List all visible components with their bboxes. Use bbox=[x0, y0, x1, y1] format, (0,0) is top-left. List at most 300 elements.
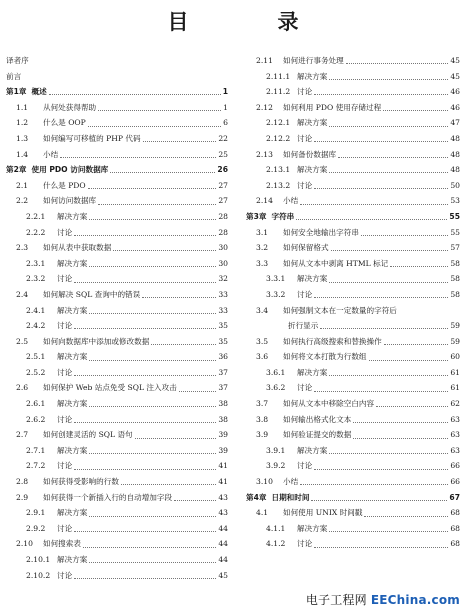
toc-entry-page: 61 bbox=[450, 383, 460, 393]
toc-entry-number: 1.1 bbox=[16, 102, 29, 112]
toc-leader-dots bbox=[89, 360, 216, 361]
toc-leader-dots bbox=[135, 438, 217, 439]
toc-entry-label: 字符串 bbox=[271, 211, 295, 221]
toc-entry-page: 48 bbox=[450, 149, 460, 159]
toc-entry[interactable] bbox=[6, 552, 228, 568]
watermark-domain: EEChina.com bbox=[370, 593, 460, 607]
toc-entry[interactable] bbox=[6, 240, 228, 256]
toc-entry-label: 日期和时间 bbox=[271, 492, 310, 502]
toc-entry[interactable] bbox=[6, 147, 228, 163]
toc-entry-page: 44 bbox=[218, 539, 228, 549]
toc-entry-number: 第2章 bbox=[6, 165, 27, 175]
toc-entry-page: 55 bbox=[450, 227, 460, 237]
watermark-text: 电子工程网 bbox=[305, 593, 367, 607]
toc-entry-page: 63 bbox=[450, 414, 460, 424]
toc-entry-number: 第4章 bbox=[246, 492, 267, 502]
toc-entry-label: 如何利用 PDO 使用存储过程 bbox=[283, 102, 382, 112]
toc-entry-number: 2.10 bbox=[16, 539, 33, 549]
toc-entry[interactable] bbox=[246, 458, 460, 474]
toc-entry-number: 1.2 bbox=[16, 118, 29, 128]
toc-entry[interactable] bbox=[6, 365, 228, 381]
toc-entry-label: 小结 bbox=[283, 477, 299, 487]
toc-entry[interactable] bbox=[6, 349, 228, 365]
toc-entry-label: 从何处获得帮助 bbox=[43, 102, 97, 112]
toc-entry[interactable] bbox=[6, 380, 228, 396]
toc-entry-page: 45 bbox=[450, 71, 460, 81]
toc-entry-label: 如何保护 Web 站点免受 SQL 注入攻击 bbox=[43, 383, 177, 393]
toc-entry-page: 57 bbox=[450, 243, 460, 253]
toc-entry-label: 如何从表中获取数据 bbox=[43, 243, 112, 253]
toc-entry-number: 2.12 bbox=[256, 102, 273, 112]
toc-entry-page: 48 bbox=[450, 165, 460, 175]
toc-entry-number: 4.1.1 bbox=[266, 523, 286, 533]
toc-entry[interactable] bbox=[246, 396, 460, 412]
toc-entry[interactable] bbox=[6, 178, 228, 194]
toc-entry-page: 53 bbox=[450, 196, 460, 206]
toc-entry-number: 3.3.2 bbox=[266, 289, 286, 299]
toc-entry-label: 解决方案 bbox=[297, 71, 328, 81]
toc-entry-label: 如何使用 UNIX 时间戳 bbox=[283, 508, 363, 518]
toc-entry[interactable] bbox=[6, 256, 228, 272]
toc-entry-page: 33 bbox=[218, 289, 228, 299]
toc-entry[interactable] bbox=[246, 505, 460, 521]
toc-leader-dots bbox=[383, 110, 448, 111]
toc-entry-number: 1.3 bbox=[16, 133, 29, 143]
toc-leader-dots bbox=[142, 297, 216, 298]
toc-leader-dots bbox=[88, 126, 221, 127]
toc-leader-dots bbox=[110, 172, 215, 173]
toc-leader-dots bbox=[113, 250, 216, 251]
toc-leader-dots bbox=[143, 141, 217, 142]
toc-entry[interactable] bbox=[246, 147, 460, 163]
toc-entry[interactable] bbox=[246, 521, 460, 537]
toc-entry-page: 39 bbox=[218, 430, 228, 440]
toc-leader-dots bbox=[89, 266, 216, 267]
toc-entry-number: 3.8 bbox=[256, 414, 269, 424]
toc-entry-label: 解决方案 bbox=[57, 211, 88, 221]
toc-entry-number: 2.4.1 bbox=[26, 305, 46, 315]
toc-entry-number: 2.7 bbox=[16, 430, 29, 440]
toc-leader-dots bbox=[353, 438, 448, 439]
toc-entry-page: 1 bbox=[222, 87, 228, 97]
toc-entry-label: 折行显示 bbox=[288, 321, 319, 331]
toc-entry-number: 2.6 bbox=[16, 383, 29, 393]
toc-entry[interactable] bbox=[6, 271, 228, 287]
toc-entry-label: 如何执行高级搜索和替换操作 bbox=[283, 336, 382, 346]
toc-entry-label: 如何保留格式 bbox=[283, 243, 329, 253]
toc-entry-label: 如何向数据库中添加或修改数据 bbox=[43, 336, 150, 346]
toc-leader-dots bbox=[300, 204, 448, 205]
toc-entry[interactable] bbox=[6, 53, 228, 69]
toc-entry-label: 如何访问数据库 bbox=[43, 196, 97, 206]
toc-entry-page: 30 bbox=[218, 243, 228, 253]
toc-entry[interactable] bbox=[6, 536, 228, 552]
toc-leader-dots bbox=[88, 188, 217, 189]
toc-entry[interactable] bbox=[246, 178, 460, 194]
toc-entry-number: 3.6.2 bbox=[266, 383, 286, 393]
toc-leader-dots bbox=[314, 391, 448, 392]
toc-leader-dots bbox=[60, 157, 216, 158]
toc-entry-label: 讨论 bbox=[297, 539, 313, 549]
toc-entry-number: 2.11.2 bbox=[266, 87, 291, 97]
toc-entry-label: 如何从文本中移除空白内容 bbox=[283, 399, 375, 409]
toc-entry[interactable] bbox=[246, 131, 460, 147]
toc-entry-number: 2.2.2 bbox=[26, 227, 46, 237]
toc-entry-page: 66 bbox=[450, 477, 460, 487]
page-title: 目 录 bbox=[167, 10, 333, 34]
toc-entry-label: 什么是 PDO bbox=[43, 180, 86, 190]
toc-leader-dots bbox=[74, 469, 216, 470]
toc-entry[interactable] bbox=[246, 100, 460, 116]
toc-entry-page: 33 bbox=[218, 305, 228, 315]
toc-leader-dots bbox=[174, 500, 216, 501]
toc-entry-number: 4.1 bbox=[256, 508, 269, 518]
toc-entry-number: 2.2 bbox=[16, 196, 29, 206]
toc-leader-dots bbox=[314, 94, 448, 95]
toc-entry-label: 解决方案 bbox=[297, 118, 328, 128]
toc-entry-page: 46 bbox=[450, 102, 460, 112]
toc-entry-label: 解决方案 bbox=[57, 258, 88, 268]
toc-entry-label: 小结 bbox=[283, 196, 299, 206]
toc-entry[interactable] bbox=[6, 521, 228, 537]
toc-entry-page: 58 bbox=[450, 258, 460, 268]
toc-leader-dots bbox=[353, 422, 448, 423]
toc-entry-page: 45 bbox=[450, 56, 460, 65]
toc-entry-label: 讨论 bbox=[57, 461, 73, 471]
toc-entry-number: 2.6.1 bbox=[26, 399, 46, 409]
toc-leader-dots bbox=[346, 63, 449, 64]
toc-entry-label: 什么是 OOP bbox=[43, 118, 86, 128]
toc-entry[interactable] bbox=[6, 427, 228, 443]
toc-entry-number: 2.3.2 bbox=[26, 274, 46, 284]
toc-entry[interactable] bbox=[6, 443, 228, 459]
toc-entry-number: 2.10.1 bbox=[26, 555, 51, 564]
toc-entry-number: 2.7.2 bbox=[26, 461, 46, 471]
toc-entry-page: 50 bbox=[450, 180, 460, 190]
toc-leader-dots bbox=[329, 282, 448, 283]
toc-leader-dots bbox=[364, 516, 448, 517]
watermark bbox=[306, 591, 460, 608]
toc-entry-label: 解决方案 bbox=[57, 305, 88, 315]
toc-entry-page: 30 bbox=[218, 258, 228, 268]
toc-entry[interactable] bbox=[6, 458, 228, 474]
toc-entry-label: 解决方案 bbox=[297, 274, 328, 284]
toc-entry-number: 2.13.2 bbox=[266, 180, 291, 190]
toc-entry-number: 2.5 bbox=[16, 336, 29, 346]
toc-entry-number: 2.13 bbox=[256, 149, 273, 159]
toc-entry-number: 4.1.2 bbox=[266, 539, 286, 549]
toc-entry-label: 讨论 bbox=[297, 461, 313, 471]
toc-entry-number: 3.9.1 bbox=[266, 445, 286, 455]
toc-entry-number: 2.10.2 bbox=[26, 570, 51, 580]
toc-entry-label: 讨论 bbox=[297, 180, 313, 190]
toc-leader-dots bbox=[89, 516, 216, 517]
toc-leader-dots bbox=[384, 344, 449, 345]
toc-entry-number: 1.4 bbox=[16, 149, 29, 159]
toc-entry-label: 讨论 bbox=[57, 227, 73, 237]
toc-entry[interactable] bbox=[6, 287, 228, 303]
toc-leader-dots bbox=[74, 235, 216, 236]
toc-entry[interactable] bbox=[6, 100, 228, 116]
toc-entry[interactable] bbox=[246, 115, 460, 131]
toc-entry[interactable] bbox=[6, 162, 228, 178]
toc-entry-number: 3.4 bbox=[256, 305, 269, 315]
toc-entry-page: 43 bbox=[218, 492, 228, 502]
toc-leader-dots bbox=[361, 235, 448, 236]
toc-entry[interactable] bbox=[246, 334, 460, 350]
toc-leader-dots bbox=[311, 500, 447, 501]
toc-leader-dots bbox=[98, 110, 221, 111]
toc-entry-page: 25 bbox=[218, 149, 228, 159]
toc-leader-dots bbox=[74, 578, 216, 579]
toc-entry-number: 2.14 bbox=[256, 196, 273, 206]
toc-entry[interactable] bbox=[246, 303, 460, 319]
toc-entry-label: 解决方案 bbox=[57, 508, 88, 518]
toc-entry-page: 62 bbox=[450, 399, 460, 409]
toc-entry[interactable] bbox=[246, 256, 460, 272]
toc-entry-page: 32 bbox=[218, 274, 228, 284]
toc-entry-page: 67 bbox=[449, 492, 460, 502]
toc-entry-page: 63 bbox=[450, 430, 460, 440]
toc-entry[interactable] bbox=[6, 505, 228, 521]
toc-entry-page: 43 bbox=[218, 508, 228, 518]
toc-entry[interactable] bbox=[246, 162, 460, 178]
toc-entry-page: 58 bbox=[450, 289, 460, 299]
toc-entry[interactable] bbox=[6, 474, 228, 490]
toc-leader-dots bbox=[89, 562, 216, 563]
toc-entry-label: 如何验证提交的数据 bbox=[283, 430, 352, 440]
toc-entry-page: 36 bbox=[218, 352, 228, 362]
toc-entry-label: 解决方案 bbox=[297, 165, 328, 175]
toc-entry-number: 3.6.1 bbox=[266, 367, 286, 377]
toc-entry[interactable] bbox=[6, 334, 228, 350]
toc-entry-page: 63 bbox=[450, 445, 460, 455]
toc-leader-dots bbox=[89, 453, 216, 454]
toc-entry-number: 3.9 bbox=[256, 430, 269, 440]
toc-entry-number: 2.1 bbox=[16, 180, 29, 190]
toc-entry-number: 2.3.1 bbox=[26, 258, 46, 268]
toc-entry[interactable] bbox=[246, 209, 460, 225]
toc-entry-label: 如何搜索表 bbox=[43, 539, 81, 549]
toc-entry[interactable] bbox=[6, 318, 228, 334]
toc-entry[interactable] bbox=[246, 412, 460, 428]
toc-entry-label: 如何获得一个新插入行的自动增加字段 bbox=[43, 492, 173, 502]
toc-leader-dots bbox=[89, 406, 216, 407]
toc-entry-label: 讨论 bbox=[297, 383, 313, 393]
toc-entry-label: 讨论 bbox=[57, 367, 73, 377]
toc-entry[interactable] bbox=[6, 490, 228, 506]
toc-entry[interactable] bbox=[246, 349, 460, 365]
toc-entry-page: 66 bbox=[450, 461, 460, 471]
toc-entry-label: 如何备份数据库 bbox=[283, 149, 337, 159]
toc-entry-label: 如何进行事务处理 bbox=[283, 56, 344, 65]
toc-leader-dots bbox=[296, 219, 447, 220]
toc-left-column bbox=[6, 53, 228, 583]
toc-entry-number: 3.3 bbox=[256, 258, 269, 268]
toc-entry-label: 如何强制文本在一定数量的字符后 bbox=[283, 305, 397, 315]
toc-entry[interactable] bbox=[246, 193, 460, 209]
toc-entry-label: 概述 bbox=[31, 87, 47, 97]
toc-entry[interactable] bbox=[6, 193, 228, 209]
toc-leader-dots bbox=[83, 547, 216, 548]
toc-entry-page: 37 bbox=[218, 367, 228, 377]
toc-entry-number: 2.13.1 bbox=[266, 165, 291, 175]
toc-leader-dots bbox=[314, 188, 448, 189]
toc-leader-dots bbox=[338, 157, 448, 158]
toc-entry-page: 48 bbox=[450, 133, 460, 143]
toc-entry-label: 解决方案 bbox=[297, 367, 328, 377]
toc-entry[interactable] bbox=[6, 412, 228, 428]
toc-entry-label: 译者序 bbox=[6, 56, 29, 65]
toc-entry-page: 35 bbox=[218, 321, 228, 331]
toc-entry-number: 3.7 bbox=[256, 399, 269, 409]
toc-entry[interactable] bbox=[246, 365, 460, 381]
toc-entry-number: 3.3.1 bbox=[266, 274, 286, 284]
toc-leader-dots bbox=[331, 250, 449, 251]
toc-entry-page: 44 bbox=[218, 523, 228, 533]
toc-entry-page: 68 bbox=[450, 508, 460, 518]
toc-leader-dots bbox=[369, 360, 449, 361]
toc-entry[interactable] bbox=[246, 240, 460, 256]
toc-leader-dots bbox=[49, 94, 221, 95]
toc-entry-page: 38 bbox=[218, 399, 228, 409]
toc-entry-label: 解决方案 bbox=[57, 399, 88, 409]
toc-entry[interactable] bbox=[6, 84, 228, 100]
toc-entry[interactable] bbox=[246, 490, 460, 506]
toc-entry[interactable] bbox=[246, 318, 460, 334]
toc-leader-dots bbox=[74, 375, 216, 376]
toc-leader-dots bbox=[329, 375, 448, 376]
toc-entry[interactable] bbox=[246, 271, 460, 287]
toc-entry-page: 61 bbox=[450, 367, 460, 377]
toc-entry[interactable] bbox=[6, 225, 228, 241]
toc-leader-dots bbox=[121, 484, 216, 485]
toc-leader-dots bbox=[74, 531, 216, 532]
toc-entry-page: 28 bbox=[218, 211, 228, 221]
toc-entry-page: 55 bbox=[449, 211, 460, 221]
toc-entry[interactable] bbox=[6, 396, 228, 412]
toc-entry-label: 讨论 bbox=[297, 133, 313, 143]
toc-entry-number: 2.11.1 bbox=[266, 71, 291, 81]
toc-leader-dots bbox=[320, 328, 448, 329]
toc-entry-page: 38 bbox=[218, 414, 228, 424]
toc-entry-page: 45 bbox=[218, 570, 228, 580]
toc-entry-label: 解决方案 bbox=[297, 523, 328, 533]
toc-leader-dots bbox=[74, 422, 216, 423]
toc-leader-dots bbox=[329, 79, 448, 80]
toc-leader-dots bbox=[329, 531, 448, 532]
toc-entry[interactable] bbox=[246, 427, 460, 443]
toc-entry-number: 2.5.2 bbox=[26, 367, 46, 377]
toc-leader-dots bbox=[390, 266, 448, 267]
toc-leader-dots bbox=[179, 391, 217, 392]
toc-entry-label: 前言 bbox=[6, 71, 22, 81]
toc-entry-page: 28 bbox=[218, 227, 228, 237]
toc-leader-dots bbox=[151, 344, 216, 345]
toc-entry-number: 2.9 bbox=[16, 492, 29, 502]
toc-entry-page: 39 bbox=[218, 445, 228, 455]
toc-entry[interactable] bbox=[6, 115, 228, 131]
toc-entry-page: 35 bbox=[218, 336, 228, 346]
toc-entry-number: 2.4.2 bbox=[26, 321, 46, 331]
toc-entry-label: 讨论 bbox=[57, 523, 73, 533]
toc-entry-number: 第1章 bbox=[6, 87, 27, 97]
toc-entry[interactable] bbox=[246, 69, 460, 85]
toc-entry-label: 如何创建灵活的 SQL 语句 bbox=[43, 430, 133, 440]
toc-entry-number: 2.6.2 bbox=[26, 414, 46, 424]
toc-entry-number: 2.2.1 bbox=[26, 211, 46, 221]
toc-entry-number: 3.2 bbox=[256, 243, 269, 253]
toc-entry[interactable] bbox=[246, 474, 460, 490]
toc-entry[interactable] bbox=[246, 380, 460, 396]
toc-entry[interactable] bbox=[6, 69, 228, 85]
toc-leader-dots bbox=[74, 282, 216, 283]
toc-leader-dots bbox=[329, 453, 448, 454]
toc-entry-label: 如何从文本中剥离 HTML 标记 bbox=[283, 258, 389, 268]
toc-entry-page: 44 bbox=[218, 555, 228, 564]
toc-entry-page: 47 bbox=[450, 118, 460, 128]
toc-entry-label: 讨论 bbox=[57, 321, 73, 331]
toc-leader-dots bbox=[300, 484, 448, 485]
toc-entry-number: 2.9.2 bbox=[26, 523, 46, 533]
toc-entry[interactable] bbox=[246, 287, 460, 303]
toc-entry[interactable] bbox=[6, 568, 228, 584]
toc-entry-number: 2.5.1 bbox=[26, 352, 46, 362]
toc-leader-dots bbox=[329, 126, 448, 127]
toc-entry-number: 2.12.2 bbox=[266, 133, 291, 143]
toc-entry[interactable] bbox=[246, 53, 460, 69]
toc-entry-label: 如何输出格式化文本 bbox=[283, 414, 352, 424]
toc-entry-number: 2.9.1 bbox=[26, 508, 46, 518]
toc-entry-number: 3.1 bbox=[256, 227, 269, 237]
toc-leader-dots bbox=[314, 547, 448, 548]
toc-leader-dots bbox=[376, 406, 448, 407]
toc-entry-page: 59 bbox=[450, 336, 460, 346]
toc-entry-label: 解决方案 bbox=[57, 555, 88, 564]
toc-entry[interactable] bbox=[246, 225, 460, 241]
toc-entry-label: 解决方案 bbox=[297, 445, 328, 455]
toc-entry-page: 27 bbox=[218, 196, 228, 206]
toc-entry-number: 3.9.2 bbox=[266, 461, 286, 471]
toc-entry[interactable] bbox=[246, 536, 460, 552]
toc-entry-label: 使用 PDO 访问数据库 bbox=[31, 165, 109, 175]
toc-entry-page: 68 bbox=[450, 539, 460, 549]
toc-leader-dots bbox=[329, 172, 448, 173]
toc-entry[interactable] bbox=[6, 131, 228, 147]
toc-entry-label: 讨论 bbox=[297, 87, 313, 97]
toc-entry[interactable] bbox=[6, 303, 228, 319]
toc-entry-label: 解决方案 bbox=[57, 445, 88, 455]
toc-entry-number: 第3章 bbox=[246, 211, 267, 221]
toc-entry-number: 3.6 bbox=[256, 352, 269, 362]
toc-entry-label: 如何将文本打散为行数组 bbox=[283, 352, 367, 362]
toc-leader-dots bbox=[314, 297, 448, 298]
toc-entry[interactable] bbox=[246, 443, 460, 459]
toc-entry[interactable] bbox=[6, 209, 228, 225]
toc-entry-number: 2.3 bbox=[16, 243, 29, 253]
toc-entry-page: 41 bbox=[218, 477, 228, 487]
toc-entry-label: 如何获得受影响的行数 bbox=[43, 477, 119, 487]
toc-leader-dots bbox=[314, 469, 448, 470]
toc-right-column bbox=[246, 53, 460, 552]
toc-entry-page: 60 bbox=[450, 352, 460, 362]
toc-leader-dots bbox=[314, 141, 448, 142]
toc-entry[interactable] bbox=[246, 84, 460, 100]
toc-entry-label: 讨论 bbox=[57, 414, 73, 424]
toc-entry-label: 讨论 bbox=[297, 289, 313, 299]
toc-entry-page: 58 bbox=[450, 274, 460, 284]
toc-entry-page: 59 bbox=[450, 321, 460, 331]
